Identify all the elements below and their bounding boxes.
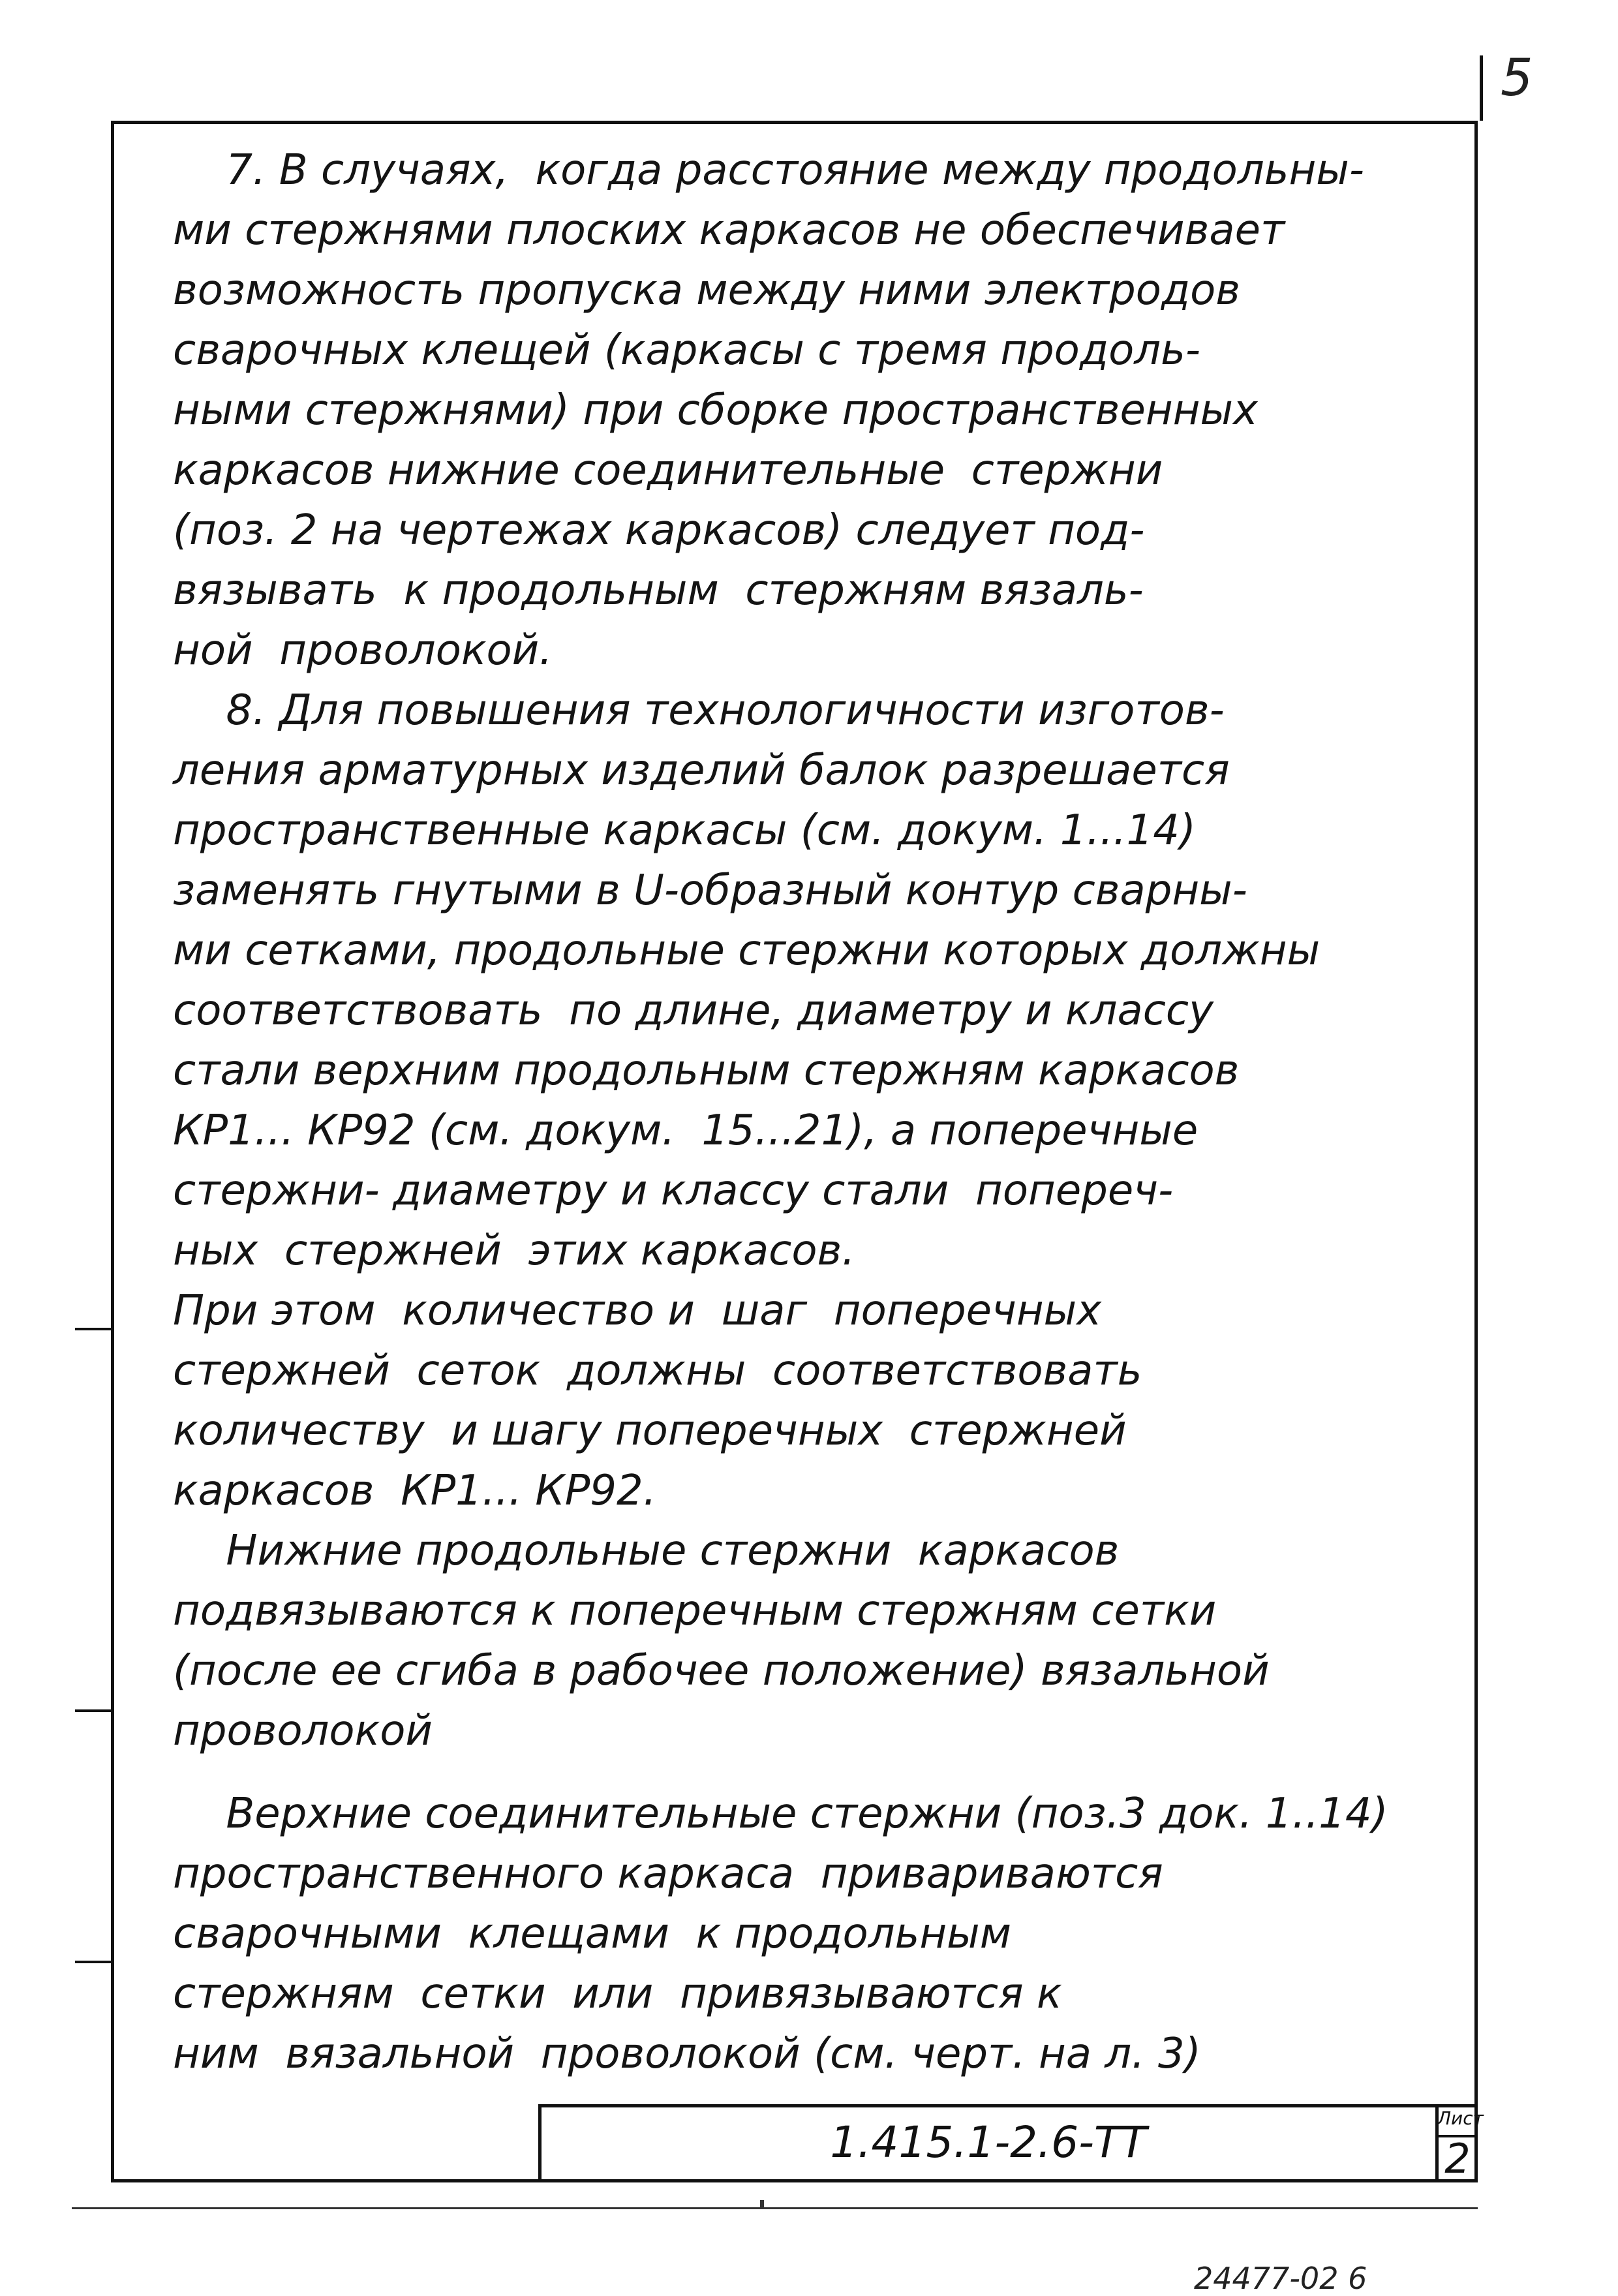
trim-mark xyxy=(760,2200,764,2209)
paragraph-gap xyxy=(173,1761,1452,1784)
text-line: возможность пропуска между ними электродов xyxy=(173,266,1240,314)
text-line: 8. Для повышения технологичности изготов- xyxy=(173,686,1225,735)
text-line: Верхние соединительные стержни (поз.3 док. 1..14) xyxy=(173,1790,1388,1838)
text-line: ления арматурных изделий балок разрешается xyxy=(173,746,1230,795)
text-line: КР1... КР92 (см. докум. 15...21), а поперечные xyxy=(173,1107,1198,1155)
text-line: пространственного каркаса привариваются xyxy=(173,1850,1163,1898)
text-line: стержни- диаметру и классу стали попереч- xyxy=(173,1167,1174,1215)
binding-tick xyxy=(75,1328,113,1330)
body-text xyxy=(173,140,1452,2084)
corner-mark xyxy=(1480,55,1483,121)
sheet-label: Лист xyxy=(1437,2107,1484,2129)
text-line: ми сетками, продольные стержни которых должны xyxy=(173,926,1320,975)
text-line: заменять гнутыми в U-образный контур сварны- xyxy=(173,866,1247,915)
text-line: стержней сеток должны соответствовать xyxy=(173,1347,1142,1395)
text-line: количеству и шагу поперечных стержней xyxy=(173,1407,1127,1455)
text-line: ных стержней этих каркасов. xyxy=(173,1227,855,1275)
text-line: ним вязальной проволокой (см. черт. на л. 3) xyxy=(173,2030,1201,2078)
text-line: (после ее сгиба в рабочее положение) вязальной xyxy=(173,1647,1270,1695)
text-line: ной проволокой. xyxy=(173,626,553,675)
text-line: сварочных клещей (каркасы с тремя продоль- xyxy=(173,326,1200,375)
text-line: (поз. 2 на чертежах каркасов) следует под- xyxy=(173,506,1145,555)
trim-line xyxy=(72,2207,1478,2209)
binding-tick xyxy=(75,1709,113,1712)
text-line: пространственные каркасы (см. докум. 1...14) xyxy=(173,806,1196,855)
text-line: каркасов нижние соединительные стержни xyxy=(173,446,1163,495)
archive-code: 24477-02 6 xyxy=(1194,2261,1367,2296)
text-line: соответствовать по длине, диаметру и классу xyxy=(173,987,1214,1035)
corner-page-number: 5 xyxy=(1501,49,1533,108)
text-line: Нижние продольные стержни каркасов xyxy=(173,1527,1120,1575)
text-line: ми стержнями плоских каркасов не обеспечивает xyxy=(173,206,1285,254)
document-code: 1.415.1-2.6-ТТ xyxy=(830,2117,1147,2167)
text-line: вязывать к продольным стержням вязаль- xyxy=(173,566,1144,615)
text-line: подвязываются к поперечным стержням сетки xyxy=(173,1587,1217,1635)
text-line: При этом количество и шаг поперечных xyxy=(173,1287,1102,1335)
text-line: сварочными клещами к продольным xyxy=(173,1910,1011,1958)
text-line: проволокой xyxy=(173,1707,433,1755)
text-line: каркасов КР1... КР92. xyxy=(173,1467,657,1515)
text-line: ными стержнями) при сборке пространственных xyxy=(173,386,1258,435)
text-line: стали верхним продольным стержням каркасов xyxy=(173,1047,1240,1095)
binding-tick xyxy=(75,1961,113,1963)
sheet-number: 2 xyxy=(1444,2135,1471,2182)
text-line: 7. В случаях, когда расстояние между продольны- xyxy=(173,146,1364,194)
text-line: стержням сетки или привязываются к xyxy=(173,1970,1062,2018)
